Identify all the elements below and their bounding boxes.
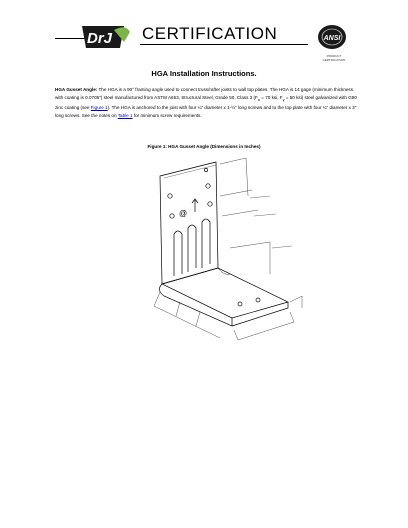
certification-title: CERTIFICATION [142, 24, 278, 43]
header-rule-underline [140, 44, 308, 45]
paragraph-text: ). The HGA is anchored to the joist with four ¼" diameter x 1-½" long screws and to the top plate with four ¼" diameter x 3" long screws. See the notes on [55, 105, 357, 118]
table-1-link[interactable]: Table 1 [117, 112, 133, 118]
document-title: HGA Installation Instructions. [151, 69, 257, 78]
figure-caption: Figure 1: HGA Gusset Angle (Dimensions in Inches) [147, 144, 261, 149]
subscript-y: y [282, 97, 285, 102]
hga-gusset-angle-drawing [120, 156, 304, 352]
ansi-logo [316, 22, 348, 52]
paragraph-text: The HGA is a 90° framing angle used to connect truss/rafter joists to wall top plates. The HGA is 14 gage (minimum thickness with coating is 0.0705") steel manufactured from ASTM A653, Structural Steel, Grade 50, Class 3 (F [55, 87, 354, 100]
paragraph-text: = 50 ksi) steel galvanized with G90 zinc coating (see [55, 94, 357, 111]
paragraph-lead: HGA Gusset Angle: [55, 87, 98, 92]
drj-logo [80, 22, 132, 52]
hga-description-paragraph [55, 86, 357, 119]
ansi-subtitle: PRODUCT CERTIFICATION [322, 54, 346, 62]
paragraph-text: = 70 ksi, F [259, 94, 283, 100]
svg-text:ANSI: ANSI [323, 35, 341, 42]
subscript-u: u [257, 97, 260, 102]
paragraph-text: for minimum screw requirements. [132, 112, 202, 118]
figure-1-link[interactable]: Figure 1 [90, 105, 108, 111]
svg-text:DrJ: DrJ [87, 30, 113, 47]
svg-text:@: @ [179, 209, 188, 218]
certification-header [0, 0, 408, 70]
